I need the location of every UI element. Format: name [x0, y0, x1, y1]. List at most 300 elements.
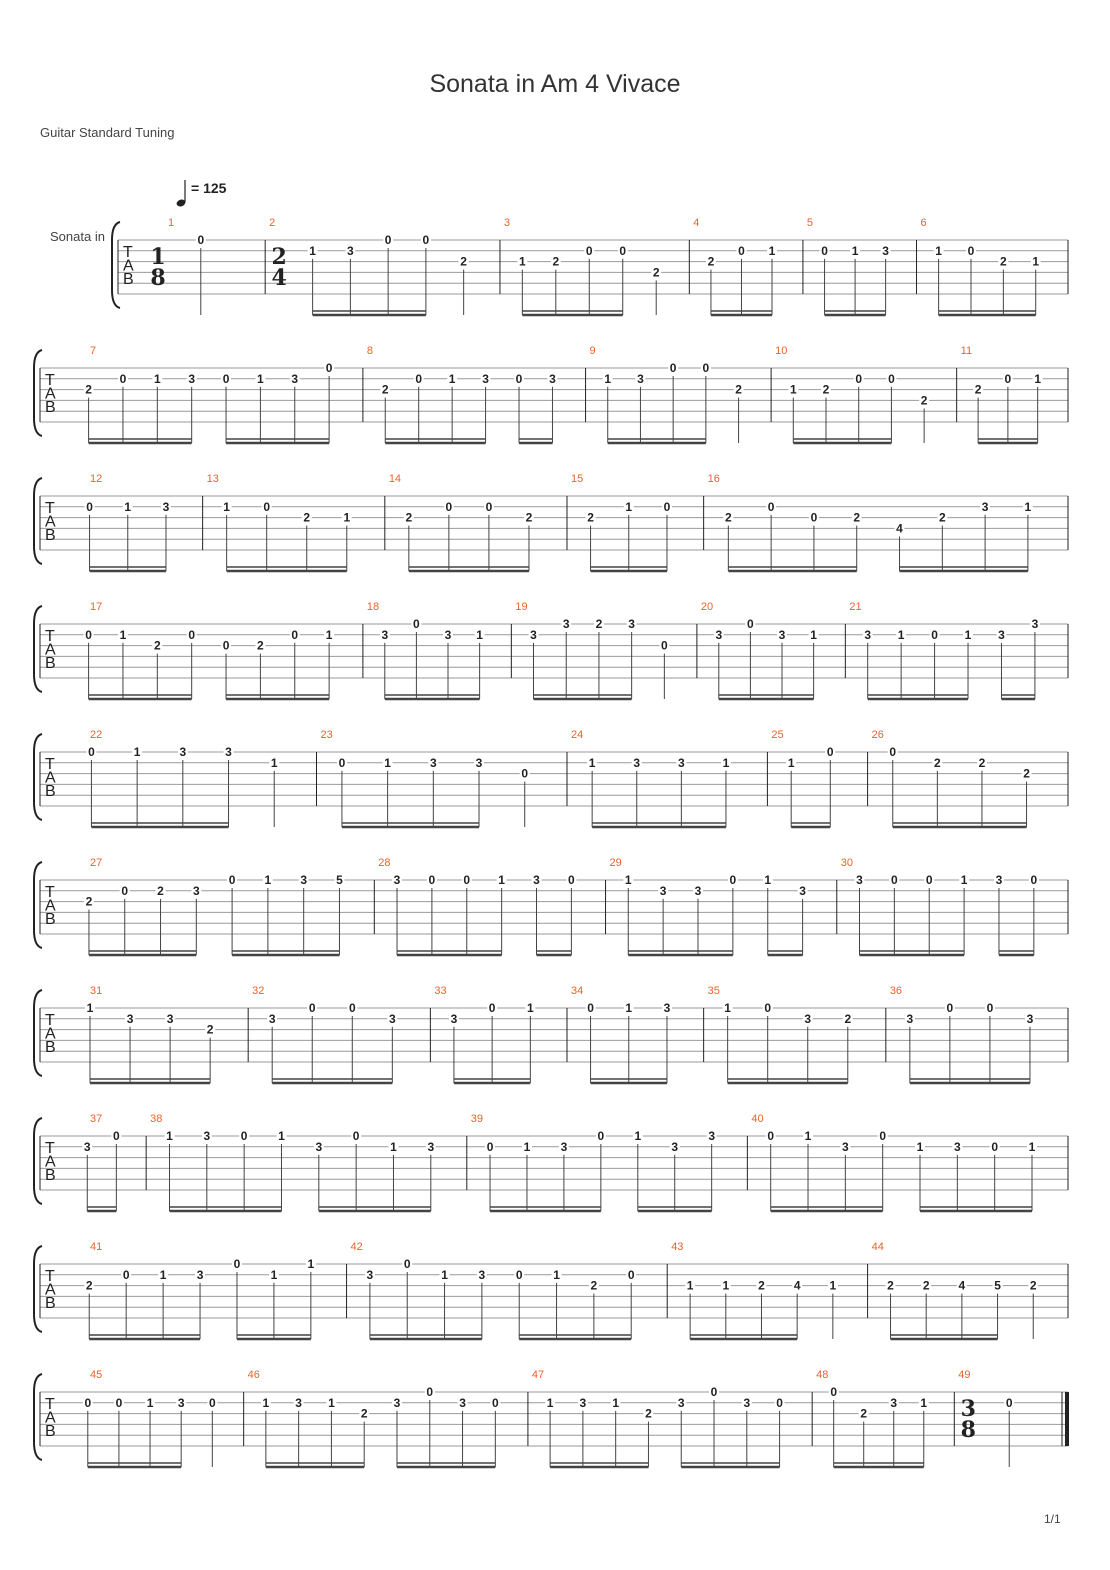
fret-number: 0	[830, 1385, 838, 1399]
fret-number: 3	[804, 1011, 812, 1026]
fret-number: 0	[821, 243, 828, 258]
fret-number: 0	[1030, 873, 1038, 887]
fret-number: 1	[920, 1395, 928, 1410]
fret-number: 1	[851, 243, 859, 258]
fret-number: 0	[115, 1395, 123, 1410]
fret-number: 3	[549, 371, 556, 386]
staff-bracket	[34, 1246, 42, 1332]
fret-number: 1	[257, 371, 264, 386]
fret-number: 3	[388, 1011, 396, 1026]
staff-bracket	[34, 606, 42, 692]
fret-number: 3	[381, 627, 389, 642]
fret-number: 0	[197, 233, 205, 247]
fret-number: 3	[268, 1011, 276, 1026]
measure-number: 29	[609, 857, 622, 869]
measure-number: 22	[90, 729, 103, 741]
fret-number: 1	[309, 243, 316, 258]
measure-number: 48	[816, 1369, 829, 1381]
tab-clef-letter: B	[45, 1423, 56, 1440]
fret-number: 3	[677, 1395, 685, 1410]
measure-number: 17	[90, 601, 103, 613]
fret-number: 3	[842, 1139, 849, 1154]
measure-number: 39	[470, 1113, 484, 1125]
fret-number: 1	[384, 755, 391, 770]
fret-number: 3	[533, 873, 540, 887]
fret-number: 0	[925, 873, 933, 887]
fret-number: 2	[645, 1406, 652, 1421]
fret-number: 1	[476, 627, 483, 642]
tab-clef-letter: A	[45, 385, 56, 403]
fret-number: 1	[1032, 254, 1040, 269]
fret-number: 3	[778, 627, 786, 642]
measure-number: 4	[693, 217, 700, 229]
fret-number: 1	[278, 1129, 285, 1143]
fret-number: 4	[793, 1278, 801, 1293]
fret-number: 0	[946, 1001, 954, 1015]
fret-number: 0	[233, 1257, 241, 1271]
measure-number: 19	[515, 601, 528, 613]
measure-number: 24	[571, 729, 584, 741]
fret-number: 1	[153, 371, 161, 386]
time-signature-top: 2	[271, 244, 287, 270]
measure-number: 45	[90, 1369, 103, 1381]
fret-number: 0	[738, 243, 745, 258]
measure-number: 15	[571, 473, 584, 485]
fret-number: 0	[810, 510, 818, 525]
fret-number: 3	[427, 1139, 435, 1154]
fret-number: 0	[222, 638, 230, 653]
fret-number: 1	[604, 371, 612, 386]
fret-number: 3	[300, 873, 308, 887]
fret-number: 3	[347, 243, 354, 258]
measure-number: 9	[589, 345, 596, 357]
fret-number: 0	[891, 873, 898, 887]
fret-number: 1	[768, 243, 776, 258]
fret-number: 1	[166, 1129, 173, 1143]
fret-number: 0	[222, 371, 230, 386]
page-number: 1/1	[1044, 1512, 1061, 1526]
measure-number: 8	[366, 345, 374, 357]
tab-clef-letter: A	[45, 769, 56, 787]
fret-number: 1	[146, 1395, 154, 1410]
fret-number: 0	[585, 243, 593, 258]
tab-clef-letter: T	[45, 500, 55, 517]
tab-clef-letter: A	[45, 641, 56, 659]
fret-number: 0	[188, 627, 196, 642]
fret-number: 3	[315, 1139, 323, 1154]
measure-number: 44	[871, 1241, 884, 1253]
fret-number: 3	[743, 1395, 751, 1410]
fret-number: 3	[177, 1395, 185, 1410]
fret-number: 1	[897, 627, 905, 642]
tuning-label: Guitar Standard Tuning	[40, 125, 175, 140]
measure-number: 1	[168, 217, 175, 229]
tab-clef-letter: A	[45, 1153, 56, 1171]
measure-number: 6	[920, 217, 927, 229]
fret-number: 1	[625, 1001, 633, 1015]
fret-number: 3	[225, 745, 232, 759]
measure-number: 46	[247, 1369, 260, 1381]
fret-number: 2	[724, 510, 732, 525]
fret-number: 0	[879, 1129, 887, 1143]
fret-number: 2	[735, 382, 742, 397]
fret-number: 0	[122, 1267, 130, 1282]
fret-number: 2	[652, 265, 660, 280]
fret-number: 3	[678, 755, 685, 770]
fret-number: 0	[415, 371, 423, 386]
fret-number: 2	[938, 510, 946, 525]
measure-number: 13	[206, 473, 219, 485]
fret-number: 0	[619, 243, 627, 258]
fret-number: 3	[579, 1395, 587, 1410]
fret-number: 3	[196, 1267, 204, 1282]
fret-number: 1	[588, 755, 596, 770]
fret-number: 0	[747, 617, 754, 631]
fret-number: 0	[967, 243, 975, 258]
measure-number: 40	[751, 1113, 764, 1125]
fret-number: 1	[789, 382, 797, 397]
fret-number: 1	[724, 1001, 731, 1015]
fret-number: 1	[119, 627, 127, 642]
fret-number: 1	[526, 1001, 534, 1015]
measure-number: 37	[90, 1113, 103, 1125]
fret-number: 1	[223, 499, 230, 514]
fret-number: 3	[179, 745, 187, 759]
fret-number: 0	[931, 627, 938, 642]
tempo-marking: = 125	[191, 180, 227, 196]
measure-number: 35	[707, 985, 720, 997]
tab-clef-letter: A	[123, 257, 134, 275]
fret-number: 1	[270, 1267, 278, 1282]
fret-number: 3	[126, 1011, 134, 1026]
fret-number: 1	[307, 1257, 315, 1271]
fret-number: 2	[934, 755, 941, 770]
fret-number: 0	[710, 1385, 718, 1399]
fret-number: 0	[428, 873, 436, 887]
fret-number: 0	[463, 873, 471, 887]
fret-number: 0	[422, 233, 430, 247]
tab-clef-letter: B	[45, 783, 56, 800]
fret-number: 2	[595, 617, 603, 631]
fret-number: 0	[88, 745, 95, 759]
fret-number: 2	[206, 1022, 214, 1037]
fret-number: 1	[612, 1395, 620, 1410]
fret-number: 1	[498, 873, 505, 887]
measure-number: 16	[707, 473, 720, 485]
measure-number: 10	[775, 345, 788, 357]
fret-number: 1	[916, 1139, 924, 1154]
fret-number: 0	[661, 638, 668, 653]
fret-number: 1	[634, 1129, 642, 1143]
tab-clef-letter: B	[45, 527, 56, 544]
fret-number: 1	[764, 873, 772, 887]
fret-number: 2	[85, 1278, 93, 1293]
tab-clef-letter: B	[45, 399, 56, 416]
fret-number: 0	[991, 1139, 999, 1154]
tab-clef-letter: A	[45, 513, 56, 531]
fret-number: 3	[188, 371, 196, 386]
fret-number: 3	[203, 1129, 211, 1143]
fret-number: 3	[715, 627, 723, 642]
fret-number: 0	[767, 499, 775, 514]
fret-number: 0	[208, 1395, 216, 1410]
fret-number: 2	[974, 382, 982, 397]
fret-number: 2	[860, 1406, 868, 1421]
fret-number: 1	[964, 627, 972, 642]
fret-number: 3	[1031, 617, 1039, 631]
tab-clef-letter: B	[45, 1039, 56, 1056]
fret-number: 0	[767, 1129, 775, 1143]
tab-clef-letter: B	[123, 271, 134, 288]
fret-number: 1	[935, 243, 942, 258]
measure-number: 25	[771, 729, 784, 741]
fret-number: 0	[119, 371, 127, 386]
fret-number: 0	[84, 1395, 92, 1410]
fret-number: 3	[953, 1139, 961, 1154]
measure-number: 38	[150, 1113, 163, 1125]
fret-number: 2	[590, 1278, 598, 1293]
tab-clef-letter: B	[45, 1295, 56, 1312]
fret-number: 1	[390, 1139, 397, 1154]
fret-number: 3	[444, 627, 452, 642]
fret-number: 2	[153, 638, 161, 653]
staff-bracket	[112, 222, 120, 308]
measure-number: 49	[958, 1369, 971, 1381]
fret-number: 1	[960, 873, 968, 887]
fret-number: 3	[890, 1395, 898, 1410]
fret-number: 3	[450, 1011, 458, 1026]
fret-number: 3	[995, 873, 1003, 887]
fret-number: 0	[352, 1129, 360, 1143]
fret-number: 1	[546, 1395, 554, 1410]
fret-number: 2	[257, 638, 264, 653]
fret-number: 1	[343, 510, 351, 525]
time-signature-bottom: 4	[271, 265, 287, 291]
tab-clef-letter: T	[45, 1140, 55, 1157]
fret-number: 0	[702, 361, 710, 375]
fret-number: 3	[981, 499, 989, 514]
fret-number: 0	[515, 371, 523, 386]
staff-bracket	[34, 734, 42, 820]
fret-number: 1	[523, 1139, 531, 1154]
fret-number: 1	[810, 627, 817, 642]
fret-number: 2	[85, 894, 93, 909]
fret-number: 3	[478, 1267, 486, 1282]
fret-number: 0	[515, 1267, 523, 1282]
fret-number: 2	[707, 254, 715, 269]
fret-number: 3	[429, 755, 437, 770]
fret-number: 0	[486, 1139, 494, 1154]
measure-number: 43	[671, 1241, 684, 1253]
time-signature-top: 3	[960, 1396, 976, 1422]
fret-number: 0	[663, 499, 671, 514]
fret-number: 4	[958, 1278, 966, 1293]
tab-clef-letter: B	[45, 911, 56, 928]
fret-number: 4	[896, 521, 903, 536]
fret-number: 2	[405, 510, 413, 525]
tab-clef-letter: A	[45, 1409, 56, 1427]
fret-number: 2	[303, 510, 311, 525]
fret-number: 1	[262, 1395, 270, 1410]
measure-number: 36	[889, 985, 903, 997]
fret-number: 3	[663, 1001, 671, 1015]
fret-number: 1	[804, 1129, 812, 1143]
fret-number: 2	[922, 1278, 930, 1293]
fret-number: 3	[998, 627, 1005, 642]
tab-clef-letter: A	[45, 1281, 56, 1299]
measure-number: 33	[434, 985, 447, 997]
fret-number: 0	[85, 627, 92, 642]
fret-number: 3	[882, 243, 889, 258]
fret-number: 3	[166, 1011, 174, 1026]
fret-number: 3	[628, 617, 635, 631]
fret-number: 1	[686, 1278, 694, 1293]
fret-number: 0	[263, 499, 271, 514]
fret-number: 0	[348, 1001, 356, 1015]
time-signature-top: 1	[150, 244, 166, 270]
fret-number: 1	[264, 873, 272, 887]
fret-number: 3	[637, 371, 644, 386]
staff-bracket	[34, 350, 42, 436]
fret-number: 0	[413, 617, 420, 631]
fret-number: 0	[228, 873, 236, 887]
time-signature-bottom: 8	[150, 265, 166, 291]
measure-number: 32	[252, 985, 265, 997]
measure-number: 34	[571, 985, 584, 997]
fret-number: 0	[776, 1395, 783, 1410]
measure-number: 30	[840, 857, 854, 869]
staff-bracket	[34, 990, 42, 1076]
fret-number: 1	[787, 755, 795, 770]
measure-number: 11	[960, 345, 973, 357]
fret-number: 3	[393, 873, 401, 887]
measure-number: 41	[90, 1241, 103, 1253]
fret-number: 3	[295, 1395, 302, 1410]
fret-number: 0	[308, 1001, 316, 1015]
fret-number: 3	[482, 371, 489, 386]
fret-number: 2	[381, 382, 389, 397]
fret-number: 2	[853, 510, 861, 525]
fret-number: 0	[587, 1001, 594, 1015]
tab-clef-letter: B	[45, 1167, 56, 1184]
fret-number: 0	[240, 1129, 248, 1143]
fret-number: 1	[270, 755, 278, 770]
fret-number: 3	[708, 1129, 716, 1143]
fret-number: 1	[159, 1267, 167, 1282]
measure-number: 21	[849, 601, 862, 613]
staff-bracket	[34, 1374, 42, 1460]
fret-number: 0	[889, 745, 897, 759]
fret-number: 1	[325, 627, 333, 642]
measure-number: 12	[90, 473, 103, 485]
fret-number: 5	[336, 873, 343, 887]
fret-number: 1	[829, 1278, 837, 1293]
fret-number: 0	[338, 755, 346, 770]
fret-number: 0	[384, 233, 392, 247]
fret-number: 1	[441, 1267, 448, 1282]
measure-number: 2	[269, 217, 276, 229]
fret-number: 0	[669, 361, 677, 375]
fret-number: 3	[162, 499, 170, 514]
fret-number: 0	[1004, 371, 1012, 386]
fret-number: 2	[157, 883, 164, 898]
staff-bracket	[34, 862, 42, 948]
fret-number: 0	[491, 1395, 499, 1410]
fret-number: 0	[86, 499, 93, 514]
fret-number: 0	[426, 1385, 434, 1399]
fret-number: 1	[1028, 1139, 1036, 1154]
fret-number: 3	[83, 1139, 91, 1154]
fret-number: 0	[291, 627, 299, 642]
fret-number: 3	[906, 1011, 914, 1026]
fret-number: 3	[475, 755, 483, 770]
measure-number: 23	[320, 729, 333, 741]
measure-number: 20	[700, 601, 714, 613]
fret-number: 1	[86, 1001, 94, 1015]
tab-clef-letter: A	[45, 897, 56, 915]
fret-number: 3	[530, 627, 537, 642]
fret-number: 1	[518, 254, 526, 269]
fret-number: 2	[978, 755, 986, 770]
fret-number: 2	[360, 1406, 368, 1421]
fret-number: 2	[844, 1011, 852, 1026]
fret-number: 0	[403, 1257, 411, 1271]
measure-number: 27	[90, 857, 103, 869]
measure-number: 3	[503, 217, 511, 229]
tab-clef-letter: T	[45, 372, 55, 389]
fret-number: 2	[822, 382, 830, 397]
measure-number: 14	[388, 473, 402, 485]
fret-number: 0	[521, 766, 529, 781]
fret-number: 0	[888, 371, 895, 386]
measure-number: 18	[366, 601, 380, 613]
fret-number: 3	[694, 883, 702, 898]
fret-number: 3	[562, 617, 570, 631]
fret-number: 3	[659, 883, 667, 898]
fret-number: 2	[1000, 254, 1007, 269]
fret-number: 3	[291, 371, 299, 386]
fret-number: 0	[764, 1001, 772, 1015]
fret-number: 2	[887, 1278, 894, 1293]
tab-clef-letter: A	[45, 1025, 56, 1043]
time-signature-bottom: 8	[960, 1417, 976, 1443]
fret-number: 3	[864, 627, 872, 642]
fret-number: 1	[624, 873, 632, 887]
tab-clef-letter: T	[45, 884, 55, 901]
fret-number: 1	[124, 499, 132, 514]
fret-number: 3	[799, 883, 806, 898]
fret-number: 0	[855, 371, 863, 386]
tab-clef-letter: T	[45, 1396, 55, 1413]
fret-number: 3	[671, 1139, 679, 1154]
fret-number: 1	[553, 1267, 560, 1282]
fret-number: 0	[488, 1001, 496, 1015]
fret-number: 2	[920, 393, 928, 408]
tab-clef-letter: B	[45, 655, 56, 672]
measure-number: 31	[90, 985, 103, 997]
fret-number: 3	[393, 1395, 401, 1410]
fret-number: 1	[448, 371, 456, 386]
tab-clef-letter: T	[45, 628, 55, 645]
fret-number: 0	[568, 873, 575, 887]
measure-number: 47	[531, 1369, 545, 1381]
fret-number: 2	[525, 510, 533, 525]
staff-bracket	[34, 478, 42, 564]
score-title: Sonata in Am 4 Vivace	[429, 70, 681, 98]
fret-number: 0	[113, 1129, 120, 1143]
fret-number: 5	[994, 1278, 1001, 1293]
fret-number: 2	[758, 1278, 765, 1293]
